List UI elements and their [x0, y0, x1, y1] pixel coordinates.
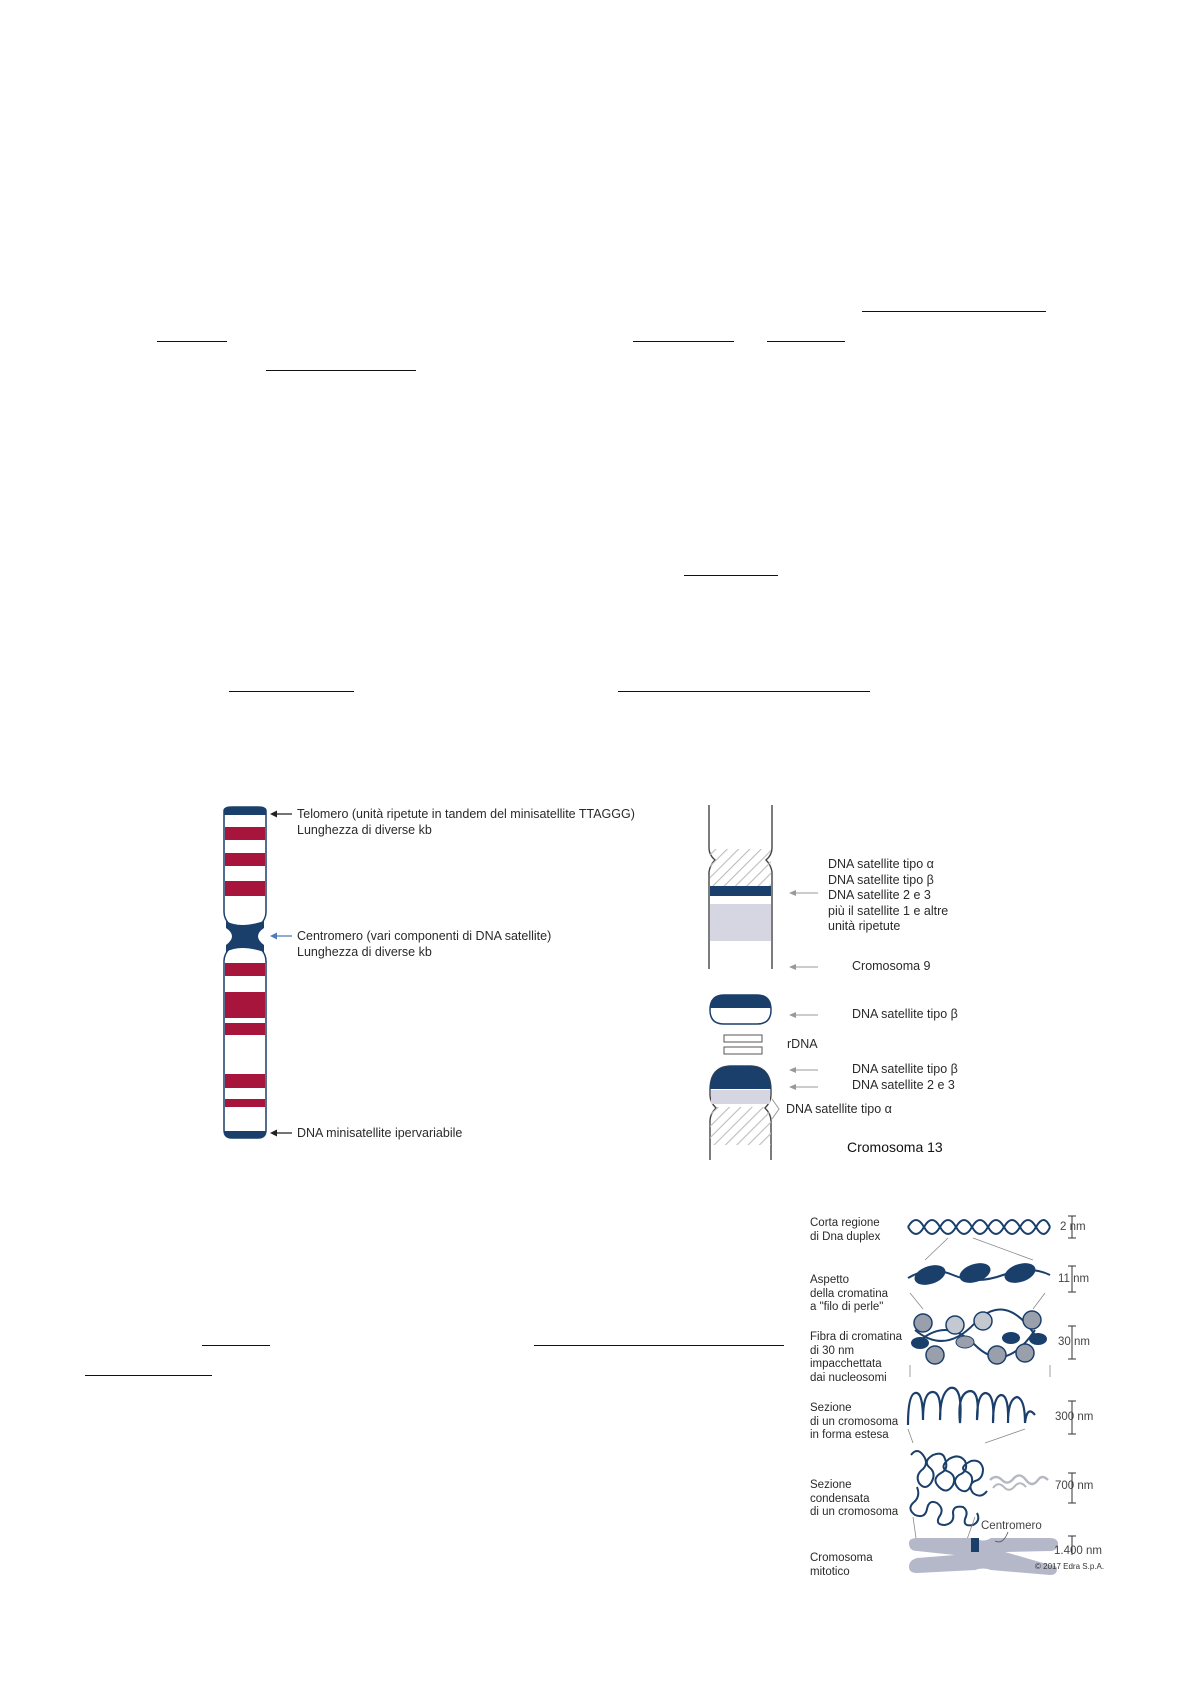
text-underline	[266, 370, 416, 371]
nucleosome	[974, 1312, 992, 1330]
chromosome-diagram	[200, 795, 680, 1150]
nucleosome	[1023, 1311, 1041, 1329]
telomere-cap-bottom	[224, 1130, 266, 1138]
satellite-dna-figure	[690, 795, 990, 1170]
nucleosome	[912, 1261, 948, 1288]
chromatin-level-label: Sezione condensata di un cromosoma	[810, 1479, 899, 1518]
chr13-mid-labels: DNA satellite tipo β DNA satellite 2 e 3	[852, 1062, 958, 1092]
size-label: 30 nm	[1058, 1336, 1090, 1348]
size-label: 11 nm	[1058, 1273, 1090, 1285]
chromosome-band	[225, 1023, 265, 1035]
beta-satellite-cap	[710, 1066, 771, 1089]
telomere-cap-top	[224, 807, 266, 815]
chromosome-band	[225, 1099, 265, 1107]
chromosome-band	[225, 992, 265, 1018]
size-label: 1.400 nm	[1054, 1545, 1102, 1557]
text-underline	[229, 691, 354, 692]
nucleosome	[988, 1346, 1006, 1364]
minisatellite-label: DNA minisatellite ipervariabile	[297, 1126, 463, 1140]
nucleosome	[1002, 1259, 1038, 1286]
chr13-beta-top-label: DNA satellite tipo β	[852, 1007, 958, 1021]
centromere-label: Centromero (vari componenti di DNA satellite) Lunghezza di diverse kb	[297, 929, 552, 959]
text-underline	[684, 575, 778, 576]
text-underline	[157, 341, 227, 342]
satellite-23-region	[710, 904, 771, 941]
chromosome-band	[225, 963, 265, 976]
text-underline	[202, 1345, 270, 1346]
satellite-23-region	[711, 1090, 770, 1104]
telomere-label: Telomero (unità ripetute in tandem del minisatellite TTAGGG) Lunghezza di diverse kb	[297, 807, 635, 837]
chromatin-packaging-figure	[805, 1205, 1110, 1590]
nucleosome	[926, 1346, 944, 1364]
chromosome-band	[225, 1074, 265, 1088]
nucleosome	[1002, 1332, 1020, 1344]
chromatin-level-label: Cromosoma mitotico	[810, 1552, 873, 1578]
beta-satellite-band	[710, 886, 771, 896]
chromatin-level-label: Corta regione di Dna duplex	[810, 1217, 881, 1243]
text-underline	[633, 341, 734, 342]
nucleosome	[1016, 1344, 1034, 1362]
nucleosome	[914, 1314, 932, 1332]
chromatin-level-label: Aspetto della cromatina a "filo di perle"	[810, 1274, 888, 1313]
chromatin-diagram	[805, 1205, 1110, 1590]
chr9-satellite-labels: DNA satellite tipo α DNA satellite tipo β DNA satellite 2 e 3 più il satellite 1 e altre unità ripetute	[828, 857, 949, 933]
size-label: 2 nm	[1060, 1221, 1086, 1233]
chr9-label: Cromosoma 9	[852, 959, 931, 973]
nucleosome	[911, 1337, 929, 1349]
centromere-region	[226, 921, 264, 952]
size-label: 700 nm	[1055, 1480, 1094, 1492]
centromere-mark	[971, 1538, 979, 1552]
text-underline	[534, 1345, 784, 1346]
nucleosome	[1029, 1333, 1047, 1345]
chromosome-band	[225, 881, 265, 896]
alpha-satellite-hatch	[710, 1107, 771, 1145]
chromosome-band	[225, 827, 265, 840]
beta-satellite-cap	[710, 995, 771, 1008]
text-underline	[862, 311, 1046, 312]
centromere-label: Centromero	[981, 1520, 1042, 1532]
chromosome-band	[225, 853, 265, 866]
text-underline	[767, 341, 845, 342]
chr13-label: Cromosoma 13	[847, 1139, 943, 1155]
nucleosome	[946, 1316, 964, 1334]
left-chromosome-figure	[200, 795, 680, 1150]
text-underline	[618, 691, 870, 692]
size-label: 300 nm	[1055, 1411, 1094, 1423]
rdna-stalk	[724, 1047, 762, 1054]
text-underline	[85, 1375, 212, 1376]
chromatin-level-label: Fibra di cromatina di 30 nm impacchettata dai nucleosomi	[810, 1331, 903, 1384]
rdna-stalk	[724, 1035, 762, 1042]
copyright-notice: © 2017 Edra S.p.A.	[1035, 1562, 1105, 1571]
chr13-alpha-label: DNA satellite tipo α	[786, 1102, 892, 1116]
chromatin-level-label: Sezione di un cromosoma in forma estesa	[810, 1402, 899, 1441]
rdna-label: rDNA	[787, 1037, 818, 1051]
alpha-satellite-hatch	[710, 849, 771, 886]
nucleosome	[957, 1259, 993, 1286]
nucleosome	[956, 1336, 974, 1348]
